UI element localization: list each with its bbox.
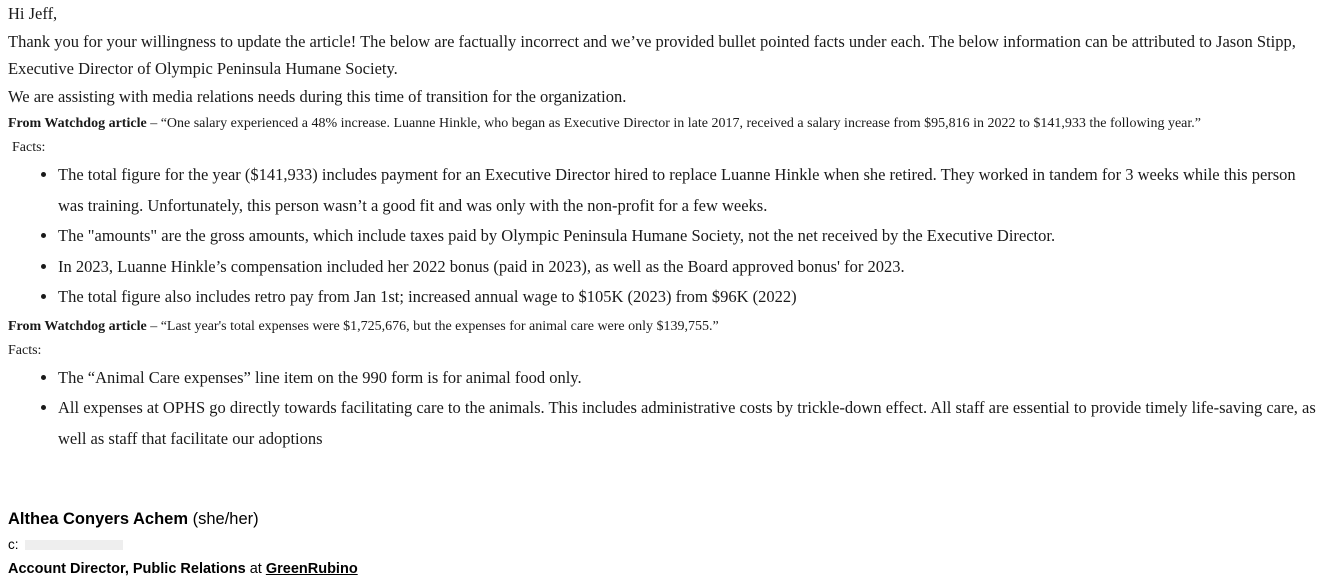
job-title: Account Director, Public Relations — [8, 561, 246, 577]
fact-item: • The “Animal Care expenses” line item on the 990 form is for animal food only. — [58, 363, 1316, 394]
intro-paragraph: Thank you for your willingness to update the article! The below are factually incorrect and we’ve provided bullet pointed facts under each. The below information can be attributed to Jason Stipp, Executive Director of Olympic Peninsula Humane Society. — [8, 31, 1296, 78]
fact-item: • In 2023, Luanne Hinkle’s compensation included her 2022 bonus (paid in 2023), as well as the Board approved bonus' for 2023. — [58, 252, 1316, 283]
intro-paragraph-2: We are assisting with media relations needs during this time of transition for the organization. — [8, 86, 627, 106]
signer-pronouns: (she/her) — [188, 510, 259, 528]
facts-label-1: Facts: — [12, 140, 46, 155]
greeting: Hi Jeff, — [8, 4, 58, 23]
fact-item: • The "amounts" are the gross amounts, which include taxes paid by Olympic Peninsula Humane Society, not the net received by the Executive Director. — [58, 221, 1316, 252]
watchdog-quote-1 — [8, 112, 1316, 136]
fact-item: • All expenses at OPHS go directly towards facilitating care to the animals. This includes administrative costs by trickle-down effect. All staff are essential to provide timely life-saving care, as well as staff that facilitate our adoptions — [58, 393, 1316, 454]
title-connector: at — [245, 561, 266, 577]
source-label: From Watchdog article — [8, 116, 147, 131]
facts-label-2: Facts: — [8, 342, 42, 358]
redacted-phone-number — [25, 540, 123, 550]
phone-label: c: — [8, 537, 19, 552]
quote-text: – “One salary experienced a 48% increase. Luanne Hinkle, who began as Executive Director in late 2017, received a salary increase from $95,816 in 2022 to $141,933 the following year.” — [146, 116, 1201, 131]
watchdog-quote-2 — [8, 315, 1316, 339]
source-label: From Watchdog article — [8, 318, 147, 334]
signature-phone — [8, 535, 123, 555]
facts-list-2 — [8, 363, 1316, 455]
quote-text: – “Last year's total expenses were $1,725,676, but the expenses for animal care were only $139,755.” — [146, 318, 719, 334]
fact-item: • The total figure also includes retro pay from Jan 1st; increased annual wage to $105K (2023) from $96K (2022) — [58, 282, 1316, 313]
email-body — [8, 0, 1316, 454]
signer-name: Althea Conyers Achem — [8, 510, 189, 528]
company-link[interactable]: GreenRubino — [265, 561, 358, 577]
facts-list-1 — [8, 160, 1316, 313]
signature-name — [8, 507, 259, 531]
signature-title — [8, 558, 358, 580]
fact-item: • The total figure for the year ($141,933) includes payment for an Executive Director hired to replace Luanne Hinkle when she retired. They worked in tandem for 3 weeks while this person was training. Unfortunately, this person wasn’t a good fit and was only with the non-profit for a few weeks. — [58, 160, 1316, 221]
